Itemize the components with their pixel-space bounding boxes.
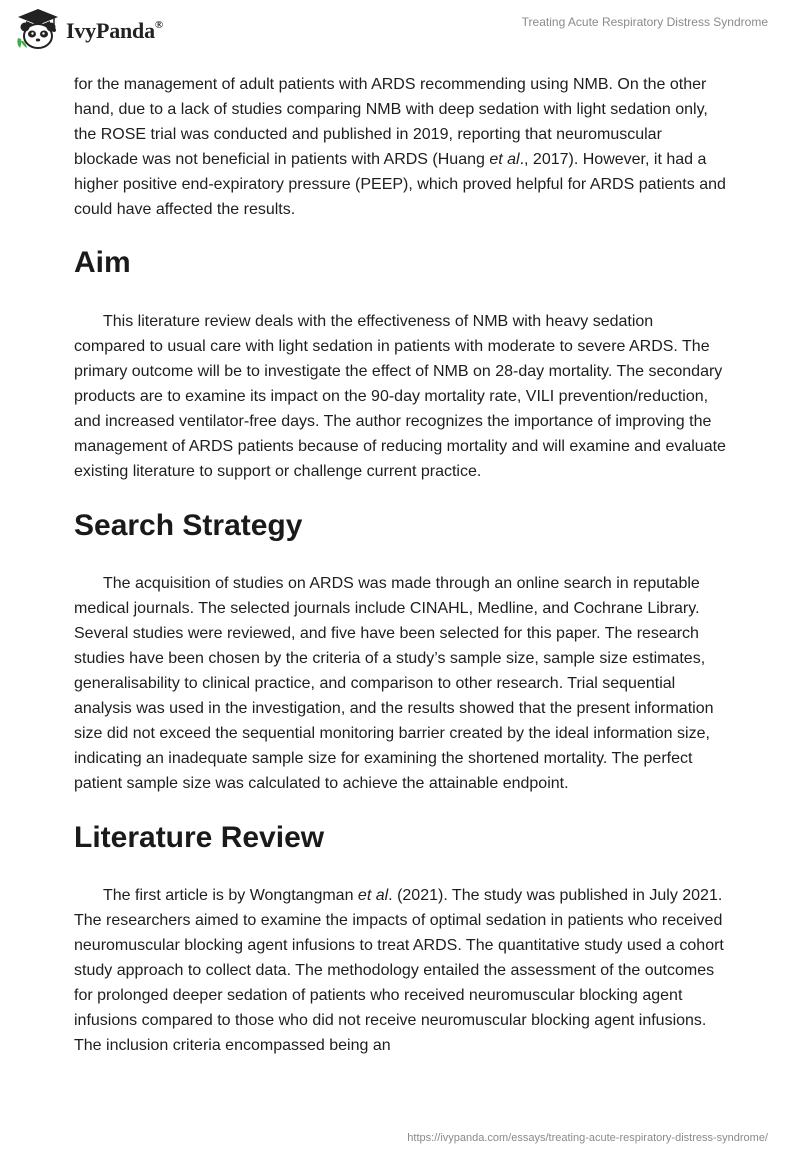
source-url[interactable]: https://ivypanda.com/essays/treating-acute-respiratory-distress-syndrome/ xyxy=(407,1132,768,1144)
panda-graduation-cap-icon xyxy=(14,8,62,52)
ivypanda-logo[interactable] xyxy=(14,8,163,52)
aim-paragraph: This literature review deals with the effectiveness of NMB with heavy sedation compared to usual care with light sedation in patients with moderate to severe ARDS. The primary outcome will be to investigate the effect of NMB on 28-day mortality. The secondary products are to examine its impact on the 90-day mortality rate, VILI prevention/reduction, and increased ventilator-free days. The author recognizes the importance of improving the management of ARDS patients because of reducing mortality and will examine and evaluate existing literature to support or challenge current practice. xyxy=(74,313,726,480)
brand-name: IvyPanda® xyxy=(66,18,163,43)
page-header xyxy=(0,0,800,60)
search-strategy-paragraph: The acquisition of studies on ARDS was made through an online search in reputable medical journals. The selected journals include CINAHL, Medline, and Cochrane Library. Several studies were reviewed, and five have been selected for this paper. The research studies have been chosen by the criteria of a study’s sample size, sample size estimates, generalisability to clinical practice, and comparison to other research. Trial sequential analysis was used in the investigation, and the results showed that the present information size did not exceed the sequential monitoring barrier created by the ideal information size, indicating an inadequate sample size for examining the shortened mortality. The perfect patient sample size was calculated to achieve the attainable endpoint. xyxy=(74,575,714,792)
intro-paragraph: for the management of adult patients with ARDS recommending using NMB. On the other hand, due to a lack of studies comparing NMB with deep sedation with light sedation only, the ROSE trial was conducted and published in 2019, reporting that neuromuscular blockade was not beneficial in patients with ARDS (Huang et al., 2017). However, it had a higher positive end-expiratory pressure (PEEP), which proved helpful for ARDS patients and could have affected the results. xyxy=(74,76,726,218)
literature-review-heading: Literature Review xyxy=(74,821,325,854)
essay-content xyxy=(74,72,726,1058)
document-title: Treating Acute Respiratory Distress Syndrome xyxy=(521,15,768,29)
aim-heading: Aim xyxy=(74,246,131,279)
literature-review-paragraph: The first article is by Wongtangman et al. (2021). The study was published in July 2021. The researchers aimed to examine the impacts of optimal sedation in patients who received neuromuscular blocking agent infusions to treat ARDS. The quantitative study used a cohort study approach to collect data. The methodology entailed the assessment of the outcomes for prolonged deeper sedation of patients who received neuromuscular blocking agent infusions compared to those who did not receive neuromuscular blocking agent infusions. The inclusion criteria encompassed being an xyxy=(74,887,724,1054)
search-strategy-heading: Search Strategy xyxy=(74,509,303,542)
